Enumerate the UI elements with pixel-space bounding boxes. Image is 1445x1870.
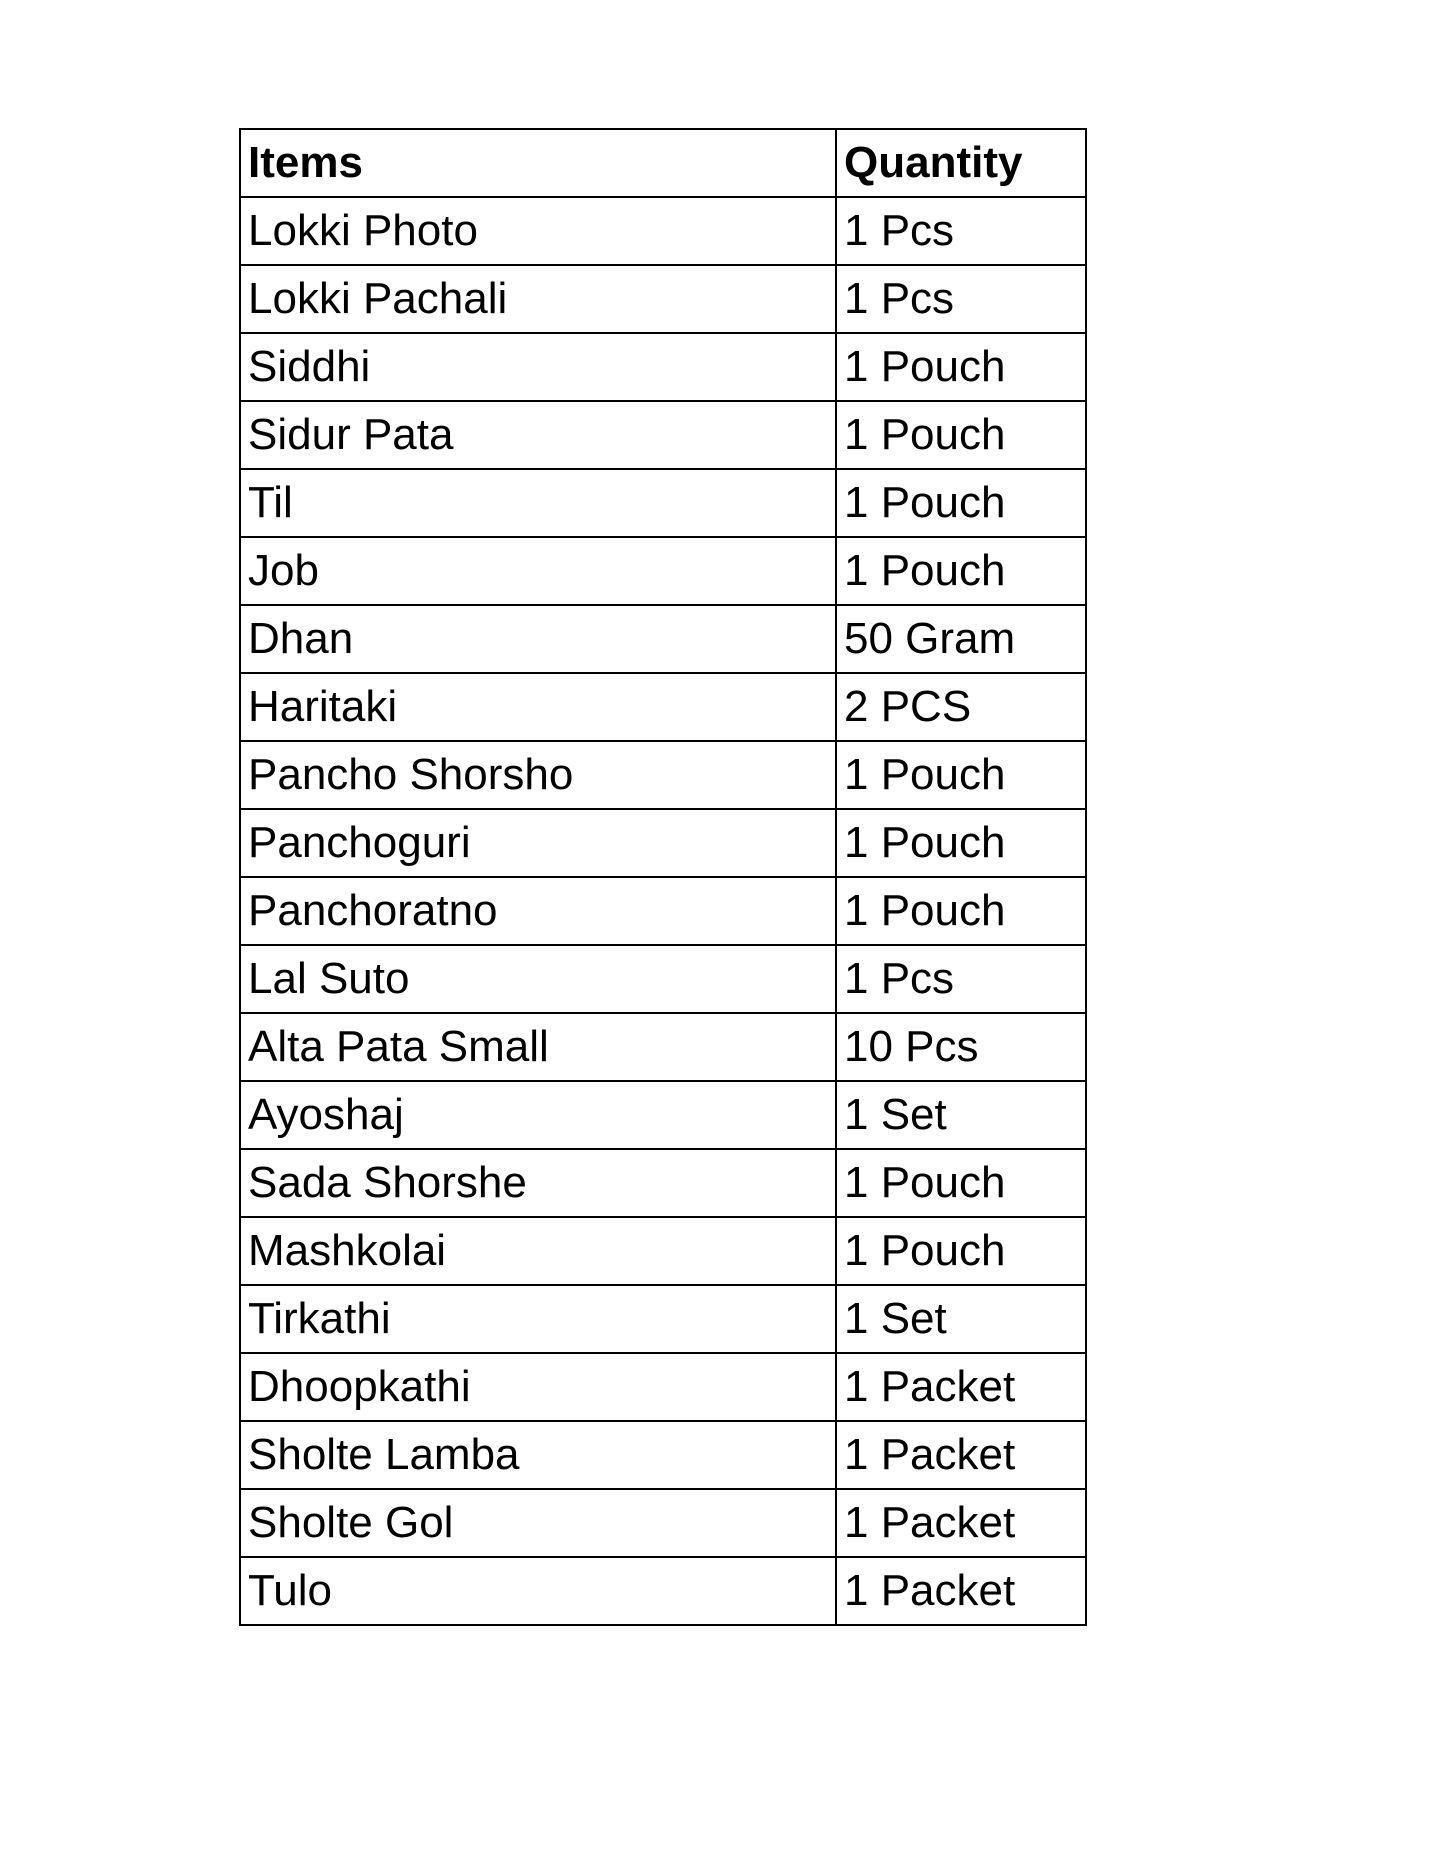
- quantity-cell: 1 Packet: [836, 1557, 1086, 1625]
- table-row: [240, 1557, 1086, 1625]
- item-cell: Sholte Gol: [240, 1489, 836, 1557]
- quantity-cell: 1 Pouch: [836, 809, 1086, 877]
- quantity-cell: 1 Pcs: [836, 945, 1086, 1013]
- quantity-cell: 1 Pouch: [836, 469, 1086, 537]
- quantity-cell: 1 Pouch: [836, 1217, 1086, 1285]
- header-items: Items: [240, 129, 836, 197]
- table-row: [240, 265, 1086, 333]
- quantity-cell: 50 Gram: [836, 605, 1086, 673]
- quantity-cell: 1 Pouch: [836, 401, 1086, 469]
- table-row: [240, 605, 1086, 673]
- quantity-cell: 1 Packet: [836, 1353, 1086, 1421]
- item-cell: Lal Suto: [240, 945, 836, 1013]
- table-row: [240, 1149, 1086, 1217]
- item-cell: Panchoratno: [240, 877, 836, 945]
- table-row: [240, 1013, 1086, 1081]
- table-row: [240, 333, 1086, 401]
- table-row: [240, 1081, 1086, 1149]
- quantity-cell: 1 Pouch: [836, 333, 1086, 401]
- table-row: [240, 1285, 1086, 1353]
- item-cell: Tulo: [240, 1557, 836, 1625]
- quantity-cell: 1 Pouch: [836, 741, 1086, 809]
- table-row: [240, 673, 1086, 741]
- item-cell: Panchoguri: [240, 809, 836, 877]
- item-cell: Lokki Pachali: [240, 265, 836, 333]
- item-cell: Alta Pata Small: [240, 1013, 836, 1081]
- item-cell: Til: [240, 469, 836, 537]
- item-cell: Haritaki: [240, 673, 836, 741]
- item-cell: Lokki Photo: [240, 197, 836, 265]
- quantity-cell: 1 Pouch: [836, 537, 1086, 605]
- item-cell: Ayoshaj: [240, 1081, 836, 1149]
- item-cell: Pancho Shorsho: [240, 741, 836, 809]
- quantity-cell: 1 Packet: [836, 1421, 1086, 1489]
- table-row: [240, 1421, 1086, 1489]
- item-cell: Sada Shorshe: [240, 1149, 836, 1217]
- items-table: [239, 128, 1087, 1626]
- item-cell: Dhan: [240, 605, 836, 673]
- table-row: [240, 741, 1086, 809]
- quantity-cell: 1 Pcs: [836, 265, 1086, 333]
- item-cell: Siddhi: [240, 333, 836, 401]
- quantity-cell: 10 Pcs: [836, 1013, 1086, 1081]
- header-quantity: Quantity: [836, 129, 1086, 197]
- table-row: [240, 537, 1086, 605]
- table-row: [240, 1489, 1086, 1557]
- quantity-cell: 1 Set: [836, 1285, 1086, 1353]
- item-cell: Sholte Lamba: [240, 1421, 836, 1489]
- table-row: [240, 401, 1086, 469]
- item-cell: Job: [240, 537, 836, 605]
- item-cell: Sidur Pata: [240, 401, 836, 469]
- quantity-cell: 2 PCS: [836, 673, 1086, 741]
- table-row: [240, 469, 1086, 537]
- quantity-cell: 1 Pouch: [836, 877, 1086, 945]
- quantity-cell: 1 Set: [836, 1081, 1086, 1149]
- quantity-cell: 1 Pouch: [836, 1149, 1086, 1217]
- table-header-row: [240, 129, 1086, 197]
- quantity-cell: 1 Pcs: [836, 197, 1086, 265]
- table-row: [240, 877, 1086, 945]
- table-row: [240, 1217, 1086, 1285]
- table-row: [240, 945, 1086, 1013]
- item-cell: Dhoopkathi: [240, 1353, 836, 1421]
- table-row: [240, 197, 1086, 265]
- table-row: [240, 809, 1086, 877]
- quantity-cell: 1 Packet: [836, 1489, 1086, 1557]
- table-row: [240, 1353, 1086, 1421]
- item-cell: Mashkolai: [240, 1217, 836, 1285]
- item-cell: Tirkathi: [240, 1285, 836, 1353]
